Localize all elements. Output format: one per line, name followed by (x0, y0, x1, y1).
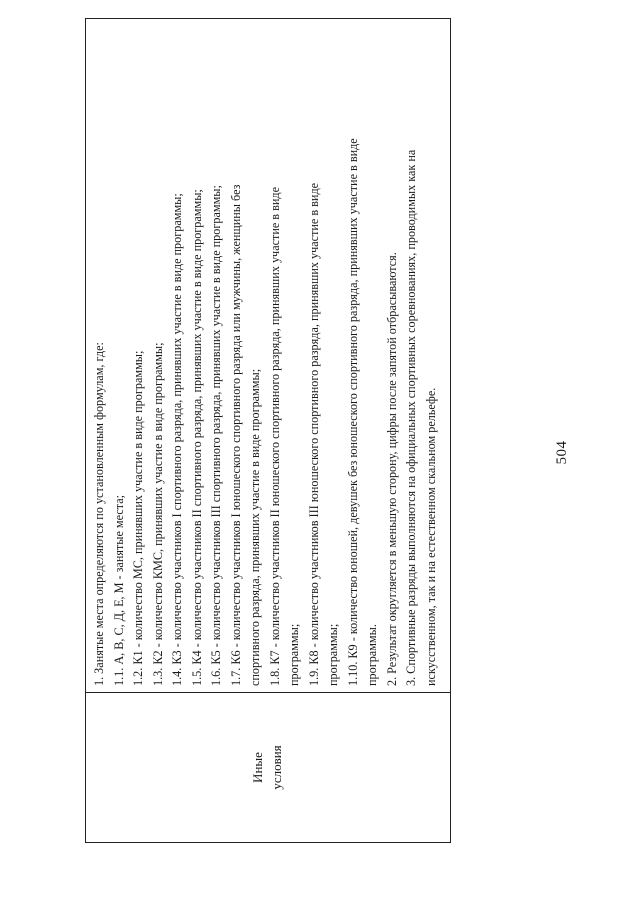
row-label-cell (86, 692, 450, 842)
page-number: 504 (554, 440, 570, 465)
text-line: 1.8. К7 - количество участников II юношеского спортивного разряда, принявших участие в виде (267, 186, 282, 686)
text-line: программы; (326, 623, 340, 686)
text-line: спортивного разряда, принявших участие в виде программы; (248, 368, 262, 686)
text-line: 1.5. К4 - количество участников II спортивного разряда, принявших участие в виде программы; (189, 189, 204, 686)
text-line: 1.1. А, В, С, Д, Е, М - занятые места; (111, 494, 126, 686)
row-label-line: Иные (250, 752, 266, 783)
text-line: 3. Спортивные разряды выполняются на официальных спортивных соревнованиях, проводимых как на (404, 149, 418, 686)
text-line: 1.2. К1 - количество МС, принявших участие в виде программы; (131, 350, 145, 686)
text-line: 1.7. К6 - количество участников I юношеского спортивного разряда или мужчины, женщины без (228, 184, 243, 686)
text-line: программы. (365, 624, 379, 686)
text-line: 1. Занятые места определяются по установленным формулам, где: (92, 342, 106, 686)
text-line: 1.6. К5 - количество участников III спортивного разряда, принявших участие в виде программы; (209, 185, 223, 686)
conditions-table (85, 18, 451, 843)
conditions-text-cell (86, 19, 450, 692)
text-line: 1.3. К2 - количество КМС, принявших участие в виде программы; (150, 342, 165, 686)
text-line: 1.10. К9 - количество юношей, девушек без юношеского спортивного разряда, принявших участие в виде (345, 138, 360, 686)
text-line: программы; (287, 623, 301, 686)
row-label-line: условия (269, 745, 284, 790)
row-label (249, 745, 287, 789)
text-line: искусственном, так и на естественном скальном рельефе. (423, 387, 438, 686)
text-line: 1.4. К3 - количество участников I спортивного разряда, принявших участие в виде программы; (170, 193, 184, 686)
text-line: 2. Результат округляется в меньшую сторону, цифры после запятой отбрасываются. (384, 252, 399, 686)
text-line: 1.9. К8 - количество участников III юношеского спортивного разряда, принявших участие в виде (306, 182, 321, 686)
